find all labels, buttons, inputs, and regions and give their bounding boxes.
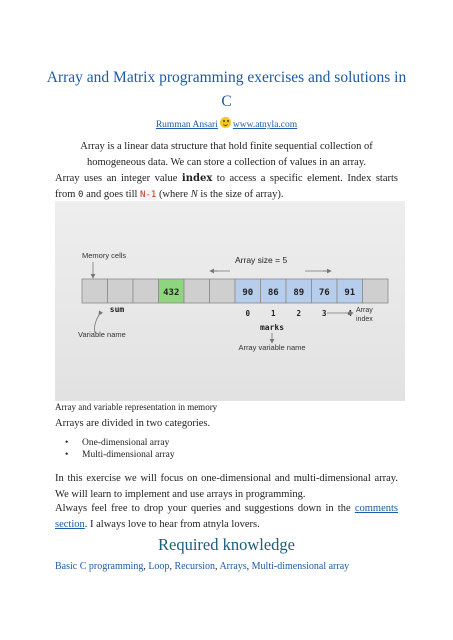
- array-value: 89: [293, 288, 305, 298]
- array-index: 4: [347, 309, 353, 318]
- comments-section-link[interactable]: comments section: [55, 503, 398, 530]
- keyword-index: index: [181, 173, 213, 184]
- memory-cell: [108, 279, 134, 303]
- site-link[interactable]: www.atnyla.com: [232, 120, 298, 130]
- array-index: 1: [270, 309, 276, 318]
- memory-cell: [184, 279, 210, 303]
- italic-n: N: [190, 188, 198, 200]
- text-run: and goes till: [83, 188, 141, 200]
- array-index-label-2: index: [356, 316, 373, 323]
- memory-cell: [363, 279, 389, 303]
- array-value: 90: [242, 288, 254, 298]
- sum-label: sum: [109, 305, 125, 314]
- array-variable-name-label: Array variable name: [238, 343, 306, 352]
- marks-label: marks: [259, 323, 285, 332]
- array-value: 91: [344, 288, 356, 298]
- separator: ,: [246, 561, 252, 572]
- text-run: to access a specific element. Index starts from: [55, 173, 399, 200]
- separator: ,: [214, 561, 220, 572]
- array-value: 86: [267, 288, 279, 298]
- array-index: 0: [245, 309, 251, 318]
- categories-list: [65, 437, 175, 461]
- memory-cells-label: Memory cells: [82, 251, 127, 260]
- array-value: 76: [318, 288, 330, 298]
- knowledge-links: [55, 561, 349, 572]
- text-run: Array uses an integer value: [55, 173, 182, 184]
- author-line: [0, 117, 453, 130]
- memory-cell: [210, 279, 236, 303]
- link-loop[interactable]: Loop: [148, 561, 170, 572]
- text-run: Always feel free to drop your queries and suggestions down in the: [55, 503, 355, 514]
- sum-value: 432: [163, 288, 180, 298]
- list-item: • One-dimensional array: [65, 437, 175, 449]
- array-index: 2: [296, 309, 302, 318]
- list-item: • Multi-dimensional array: [65, 449, 175, 461]
- categories-intro: Arrays are divided in two categories.: [55, 418, 211, 429]
- intro-paragraph: Array is a linear data structure that hold finite sequential collection of homogeneous data. We can store a collection of values in an array.: [80, 141, 373, 168]
- array-diagram: [55, 201, 405, 401]
- smiley-icon: [220, 117, 231, 128]
- array-index: 3: [321, 309, 327, 318]
- author-link[interactable]: Rumman Ansari: [155, 120, 218, 130]
- focus-paragraph: In this exercise we will focus on one-dimensional and multi-dimensional array. We will learn to implement and use arrays in programming.: [55, 473, 398, 500]
- code-n-minus-1: N-1: [140, 189, 157, 200]
- array-memory-figure: [55, 201, 405, 401]
- array-size-label: Array size = 5: [235, 255, 288, 265]
- variable-name-label: Variable name: [78, 330, 126, 339]
- index-paragraph: [55, 171, 398, 203]
- section-heading: Required knowledge: [157, 535, 295, 554]
- page-title: Array and Matrix programming exercises and solutions in C: [46, 69, 407, 110]
- separator: ,: [143, 561, 149, 572]
- text-run: . I always love to hear from atnyla lovers.: [84, 518, 260, 530]
- feedback-paragraph: [55, 501, 398, 532]
- link-basic-c[interactable]: Basic C programming: [55, 561, 144, 572]
- memory-cell: [133, 279, 159, 303]
- memory-cell: [82, 279, 108, 303]
- link-multi-dimensional-array[interactable]: Multi-dimensional array: [251, 561, 350, 572]
- code-zero: 0: [78, 189, 84, 200]
- text-run: is the size of array).: [197, 188, 284, 200]
- figure-caption: Array and variable representation in memory: [55, 402, 218, 412]
- link-recursion[interactable]: Recursion: [174, 561, 215, 572]
- text-run: (where: [156, 188, 191, 200]
- link-arrays[interactable]: Arrays: [219, 561, 247, 572]
- array-index-label-1: Array: [356, 307, 373, 314]
- separator: ,: [169, 561, 175, 572]
